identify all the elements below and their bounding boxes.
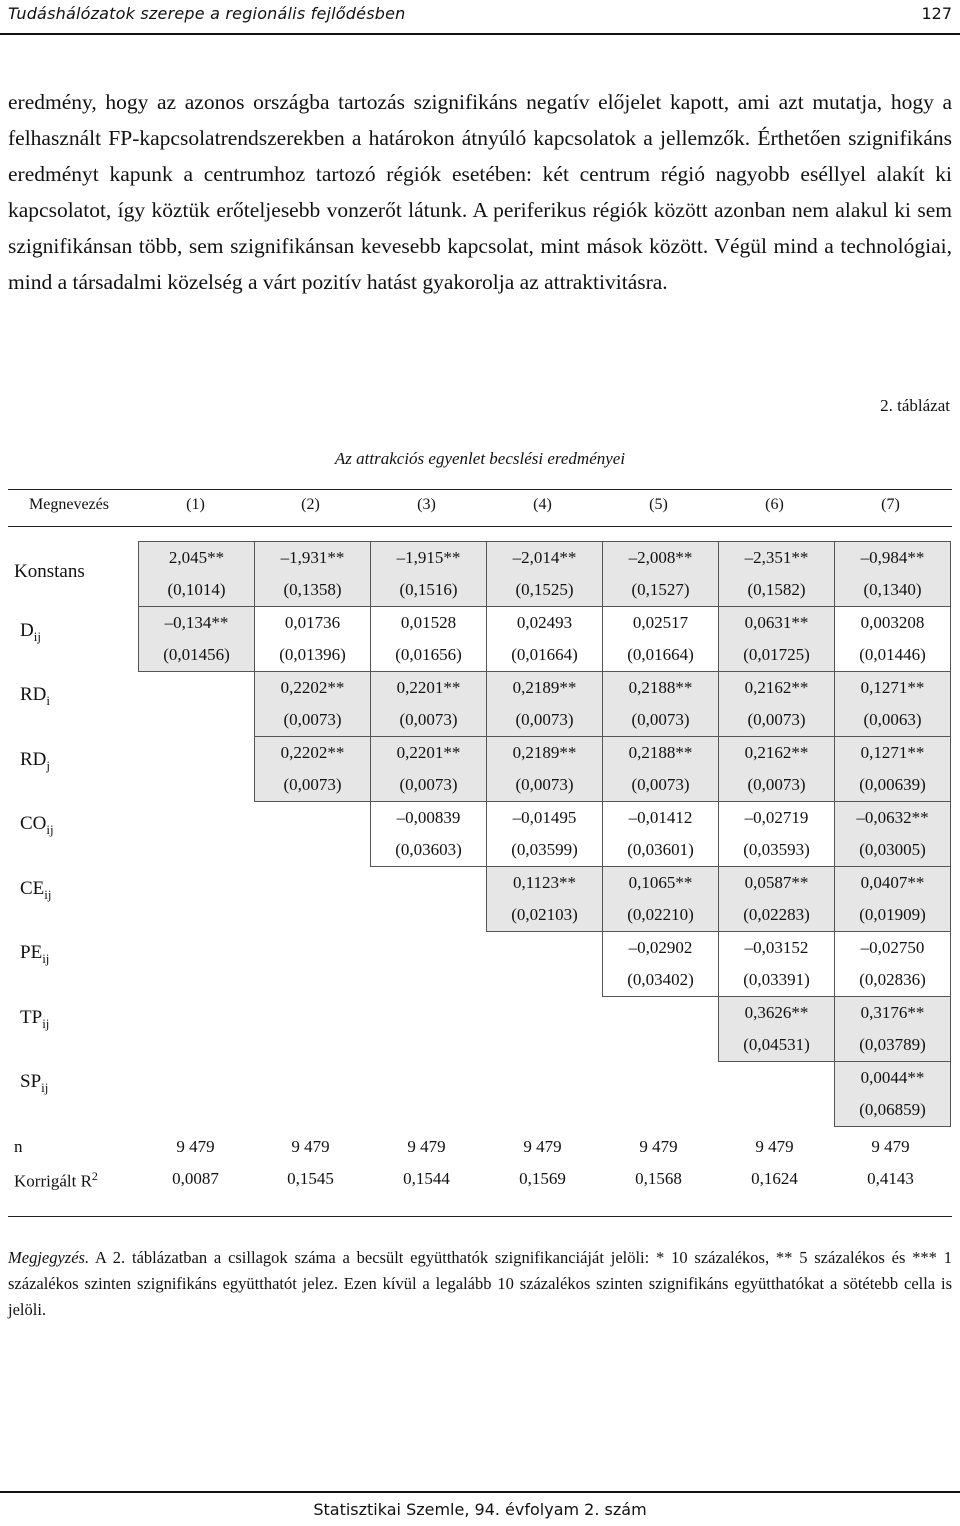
standard-error: (0,1340) [863, 580, 922, 599]
page-number: 127 [921, 4, 952, 23]
coefficient-value: 0,2188** [628, 678, 693, 697]
standard-error: (0,0073) [283, 710, 342, 729]
empty-cell [487, 997, 603, 1062]
row-label-subscript: j [46, 757, 51, 773]
row-label [20, 1007, 49, 1032]
empty-cell [139, 997, 255, 1062]
coefficient-value: 0,02493 [516, 613, 573, 632]
row-value: 9 479 [871, 1137, 910, 1156]
note-text: A 2. táblázatban a csillagok száma a becsült együtthatók szignifikanciáját jelöli: * 10 százalékos, ** 5 százalékos és *** 1 százalékos szinten szignifikáns együtthatót jelez. Ezen kívül a legalább 10 százalékos szinten szignifikáns együtthatókat a sötétebb cella is jelöli. [8, 1248, 952, 1319]
coefficient-value: –0,02902 [628, 938, 693, 957]
row-value: 9 479 [176, 1137, 215, 1156]
row-value: 0,1568 [635, 1169, 682, 1188]
standard-error: (0,01656) [395, 645, 462, 664]
coefficient-value: –1,931** [280, 548, 345, 567]
significant-coefficient-cell [487, 737, 603, 802]
coefficient-value: 0,2202** [280, 743, 345, 762]
empty-cell [603, 1062, 719, 1127]
coefficient-value: 0,2162** [744, 678, 809, 697]
row-value: 0,1624 [751, 1169, 798, 1188]
results-table [138, 541, 951, 1127]
standard-error: (0,00639) [859, 775, 926, 794]
row-value: 9 479 [407, 1137, 446, 1156]
standard-error: (0,03789) [859, 1035, 926, 1054]
column-header: (1) [186, 496, 205, 513]
significant-coefficient-cell [719, 737, 835, 802]
significant-coefficient-cell [719, 607, 835, 672]
coefficient-value: 0,0631** [744, 613, 809, 632]
significant-coefficient-cell [603, 867, 719, 932]
coefficient-value: 0,0044** [860, 1068, 925, 1087]
coefficient-value: 0,01528 [400, 613, 457, 632]
table-row [139, 607, 951, 672]
significant-coefficient-cell [719, 997, 835, 1062]
standard-error: (0,1014) [167, 580, 226, 599]
coefficient-value: –0,03152 [744, 938, 809, 957]
empty-cell [487, 1062, 603, 1127]
standard-error: (0,01446) [859, 645, 926, 664]
footer-rule [0, 1491, 960, 1493]
empty-cell [255, 997, 371, 1062]
table-row [139, 867, 951, 932]
row-value: 0,4143 [867, 1169, 914, 1188]
significant-coefficient-cell [835, 867, 951, 932]
coefficient-value: 2,045** [168, 548, 225, 567]
coefficient-value: –0,02719 [744, 808, 809, 827]
standard-error: (0,03391) [743, 970, 810, 989]
coefficient-value: –2,351** [744, 548, 809, 567]
row-label: n [14, 1137, 23, 1156]
row-label-base: RD [20, 748, 47, 770]
empty-cell [139, 802, 255, 867]
coefficient-value: 0,0587** [744, 873, 809, 892]
row-value: 9 479 [755, 1137, 794, 1156]
standard-error: (0,1516) [399, 580, 458, 599]
standard-error: (0,03402) [627, 970, 694, 989]
coefficient-value: 0,2189** [512, 743, 577, 762]
coefficient-value: 0,003208 [860, 613, 925, 632]
row-label-subscript: ij [41, 1079, 49, 1095]
coefficient-value: –0,00839 [396, 808, 461, 827]
note-label: Megjegyzés. [8, 1248, 90, 1267]
standard-error: (0,0073) [631, 775, 690, 794]
significant-coefficient-cell [371, 672, 487, 737]
standard-error: (0,01456) [163, 645, 230, 664]
row-label [20, 878, 52, 903]
coefficient-value: –0,01412 [628, 808, 693, 827]
significant-coefficient-cell [835, 802, 951, 867]
significant-coefficient-cell [719, 542, 835, 607]
table-row [139, 802, 951, 867]
coefficient-value: 0,3626** [744, 1003, 809, 1022]
standard-error: (0,06859) [859, 1100, 926, 1119]
coefficient-value: –0,0632** [856, 808, 929, 827]
standard-error: (0,0073) [515, 710, 574, 729]
standard-error: (0,0073) [515, 775, 574, 794]
significant-coefficient-cell [487, 867, 603, 932]
row-label-subscript: ij [33, 628, 41, 644]
table-row [139, 542, 951, 607]
row-label-base: TP [20, 1006, 43, 1028]
standard-error: (0,0073) [747, 710, 806, 729]
row-label [14, 561, 85, 583]
significant-coefficient-cell [371, 737, 487, 802]
column-header: (7) [881, 496, 900, 513]
table-row [139, 737, 951, 802]
empty-cell [371, 997, 487, 1062]
empty-cell [255, 802, 371, 867]
standard-error: (0,03593) [743, 840, 810, 859]
row-value: 0,1544 [403, 1169, 450, 1188]
coefficient-value: 0,3176** [860, 1003, 925, 1022]
coefficient-value: 0,2162** [744, 743, 809, 762]
standard-error: (0,0063) [863, 710, 922, 729]
column-header: (2) [301, 496, 320, 513]
significant-coefficient-cell [835, 1062, 951, 1127]
column-header: (6) [765, 496, 784, 513]
coefficient-cell [371, 607, 487, 672]
significant-coefficient-cell [603, 542, 719, 607]
empty-cell [139, 867, 255, 932]
standard-error: (0,02103) [511, 905, 578, 924]
row-label [20, 620, 41, 645]
standard-error: (0,1527) [631, 580, 690, 599]
coefficient-cell [487, 802, 603, 867]
significant-coefficient-cell [719, 867, 835, 932]
empty-cell [255, 867, 371, 932]
row-value: 9 479 [639, 1137, 678, 1156]
row-value: 9 479 [291, 1137, 330, 1156]
empty-cell [603, 997, 719, 1062]
column-header-label: Megnevezés [29, 496, 109, 513]
row-value: 0,1569 [519, 1169, 566, 1188]
row-label-base: Konstans [14, 561, 85, 582]
body-paragraph: eredmény, hogy az azonos országba tartozás szignifikáns negatív előjelet kapott, ami azt mutatja, hogy a felhasznált FP-kapcsolatrendszerekben a határokon átnyúló kapcsolatok a jellemzők. Érthetően szignifikáns eredményt kapunk a centrumhoz tartozó régiók esetében: két centrum régió nagyobb eséllyel alakít ki kapcsolatot, így köztük erőteljesebb vonzerőt látunk. A periferikus régiók között azonban nem alakul ki sem szignifikánsan több, sem szignifikánsan kevesebb kapcsolat, mint mások között. Végül mind a technológiai, mind a társadalmi közelség a várt pozitív hatást gyakorolja az attraktivitásra. [8, 90, 952, 294]
standard-error: (0,04531) [743, 1035, 810, 1054]
standard-error: (0,1358) [283, 580, 342, 599]
standard-error: (0,0073) [399, 775, 458, 794]
row-label-base: SP [20, 1071, 42, 1092]
empty-cell [139, 672, 255, 737]
row-label-base: CE [20, 877, 45, 899]
standard-error: (0,01664) [627, 645, 694, 664]
table-top-rule [8, 489, 952, 490]
row-label-base: PE [20, 942, 43, 963]
coefficient-value: 0,2201** [396, 743, 461, 762]
row-label [20, 749, 50, 774]
coefficient-cell [487, 607, 603, 672]
standard-error: (0,03599) [511, 840, 578, 859]
running-header-title: Tudáshálózatok szerepe a regionális fejlődésben [8, 4, 406, 23]
row-label-subscript: ij [42, 950, 50, 966]
significant-coefficient-cell [487, 542, 603, 607]
standard-error: (0,01725) [743, 645, 810, 664]
empty-cell [487, 932, 603, 997]
significant-coefficient-cell [719, 672, 835, 737]
coefficient-value: 0,2189** [512, 678, 577, 697]
standard-error: (0,01396) [279, 645, 346, 664]
coefficient-cell [719, 932, 835, 997]
standard-error: (0,02836) [859, 970, 926, 989]
row-label-subscript: ij [42, 1015, 50, 1031]
significant-coefficient-cell [603, 737, 719, 802]
empty-cell [371, 1062, 487, 1127]
standard-error: (0,03601) [627, 840, 694, 859]
coefficient-value: 0,1065** [628, 873, 693, 892]
coefficient-value: 0,1271** [860, 743, 925, 762]
table-row [139, 932, 951, 997]
standard-error: (0,02283) [743, 905, 810, 924]
row-label-base: RD [20, 684, 47, 705]
coefficient-value: –0,984** [860, 548, 925, 567]
row-label [20, 813, 54, 838]
table-note [8, 1245, 952, 1323]
coefficient-value: –0,01495 [512, 808, 577, 827]
coefficient-cell [835, 607, 951, 672]
standard-error: (0,03603) [395, 840, 462, 859]
significant-coefficient-cell [835, 542, 951, 607]
coefficient-value: 0,2202** [280, 678, 345, 697]
row-label-base: D [20, 619, 34, 641]
standard-error: (0,02210) [627, 905, 694, 924]
footer: Statisztikai Szemle, 94. évfolyam 2. szám [313, 1500, 647, 1519]
empty-cell [255, 932, 371, 997]
coefficient-cell [835, 932, 951, 997]
significant-coefficient-cell [255, 542, 371, 607]
empty-cell [139, 737, 255, 802]
standard-error: (0,0073) [747, 775, 806, 794]
row-label-base: CO [20, 813, 47, 834]
standard-error: (0,03005) [859, 840, 926, 859]
empty-cell [371, 867, 487, 932]
table-header-rule [8, 526, 952, 527]
coefficient-value: 0,0407** [860, 873, 925, 892]
empty-cell [371, 932, 487, 997]
significant-coefficient-cell [835, 737, 951, 802]
row-label-subscript: i [46, 692, 51, 708]
row-label: Korrigált $R^2$ [14, 1169, 98, 1191]
coefficient-value: –1,915** [396, 548, 461, 567]
standard-error: (0,0073) [631, 710, 690, 729]
significant-coefficient-cell [371, 542, 487, 607]
row-value: 0,1545 [287, 1169, 334, 1188]
significant-coefficient-cell [835, 997, 951, 1062]
standard-error: (0,01664) [511, 645, 578, 664]
significant-coefficient-cell [255, 672, 371, 737]
empty-cell [139, 1062, 255, 1127]
coefficient-value: 0,01736 [284, 613, 341, 632]
significant-coefficient-cell [487, 672, 603, 737]
row-label [20, 942, 49, 967]
significant-coefficient-cell [835, 672, 951, 737]
coefficient-cell [603, 802, 719, 867]
coefficient-cell [371, 802, 487, 867]
coefficient-value: 0,02517 [632, 613, 689, 632]
coefficient-value: –0,134** [164, 613, 229, 632]
significant-coefficient-cell [603, 672, 719, 737]
empty-cell [139, 932, 255, 997]
coefficient-value: 0,2201** [396, 678, 461, 697]
standard-error: (0,0073) [399, 710, 458, 729]
coefficient-value: 0,2188** [628, 743, 693, 762]
table-row [139, 1062, 951, 1127]
table-bottom-rule [8, 1216, 952, 1217]
row-value: 0,0087 [172, 1169, 219, 1188]
row-value: 9 479 [523, 1137, 562, 1156]
standard-error: (0,1582) [747, 580, 806, 599]
significant-coefficient-cell [255, 737, 371, 802]
coefficient-value: 0,1271** [860, 678, 925, 697]
column-header: (5) [649, 496, 668, 513]
coefficient-value: –0,02750 [860, 938, 925, 957]
empty-cell [255, 1062, 371, 1127]
significant-coefficient-cell [139, 542, 255, 607]
table-caption: Az attrakciós egyenlet becslési eredményei [334, 449, 626, 468]
coefficient-cell [719, 802, 835, 867]
row-label-superscript: 2 [91, 1169, 98, 1183]
row-label [20, 684, 50, 709]
coefficient-value: –2,008** [628, 548, 693, 567]
row-label-subscript: ij [44, 886, 52, 902]
row-label [20, 1071, 48, 1096]
coefficient-value: –2,014** [512, 548, 577, 567]
significant-coefficient-cell [139, 607, 255, 672]
coefficient-cell [255, 607, 371, 672]
header-rule [0, 33, 960, 35]
standard-error: (0,1525) [515, 580, 574, 599]
standard-error: (0,01909) [859, 905, 926, 924]
coefficient-cell [603, 932, 719, 997]
column-header: (4) [533, 496, 552, 513]
empty-cell [719, 1062, 835, 1127]
coefficient-cell [603, 607, 719, 672]
column-header: (3) [417, 496, 436, 513]
table-row [139, 997, 951, 1062]
standard-error: (0,0073) [283, 775, 342, 794]
table-label: 2. táblázat [880, 396, 950, 415]
row-label-subscript: ij [46, 821, 54, 837]
table-row [139, 672, 951, 737]
coefficient-value: 0,1123** [512, 873, 577, 892]
